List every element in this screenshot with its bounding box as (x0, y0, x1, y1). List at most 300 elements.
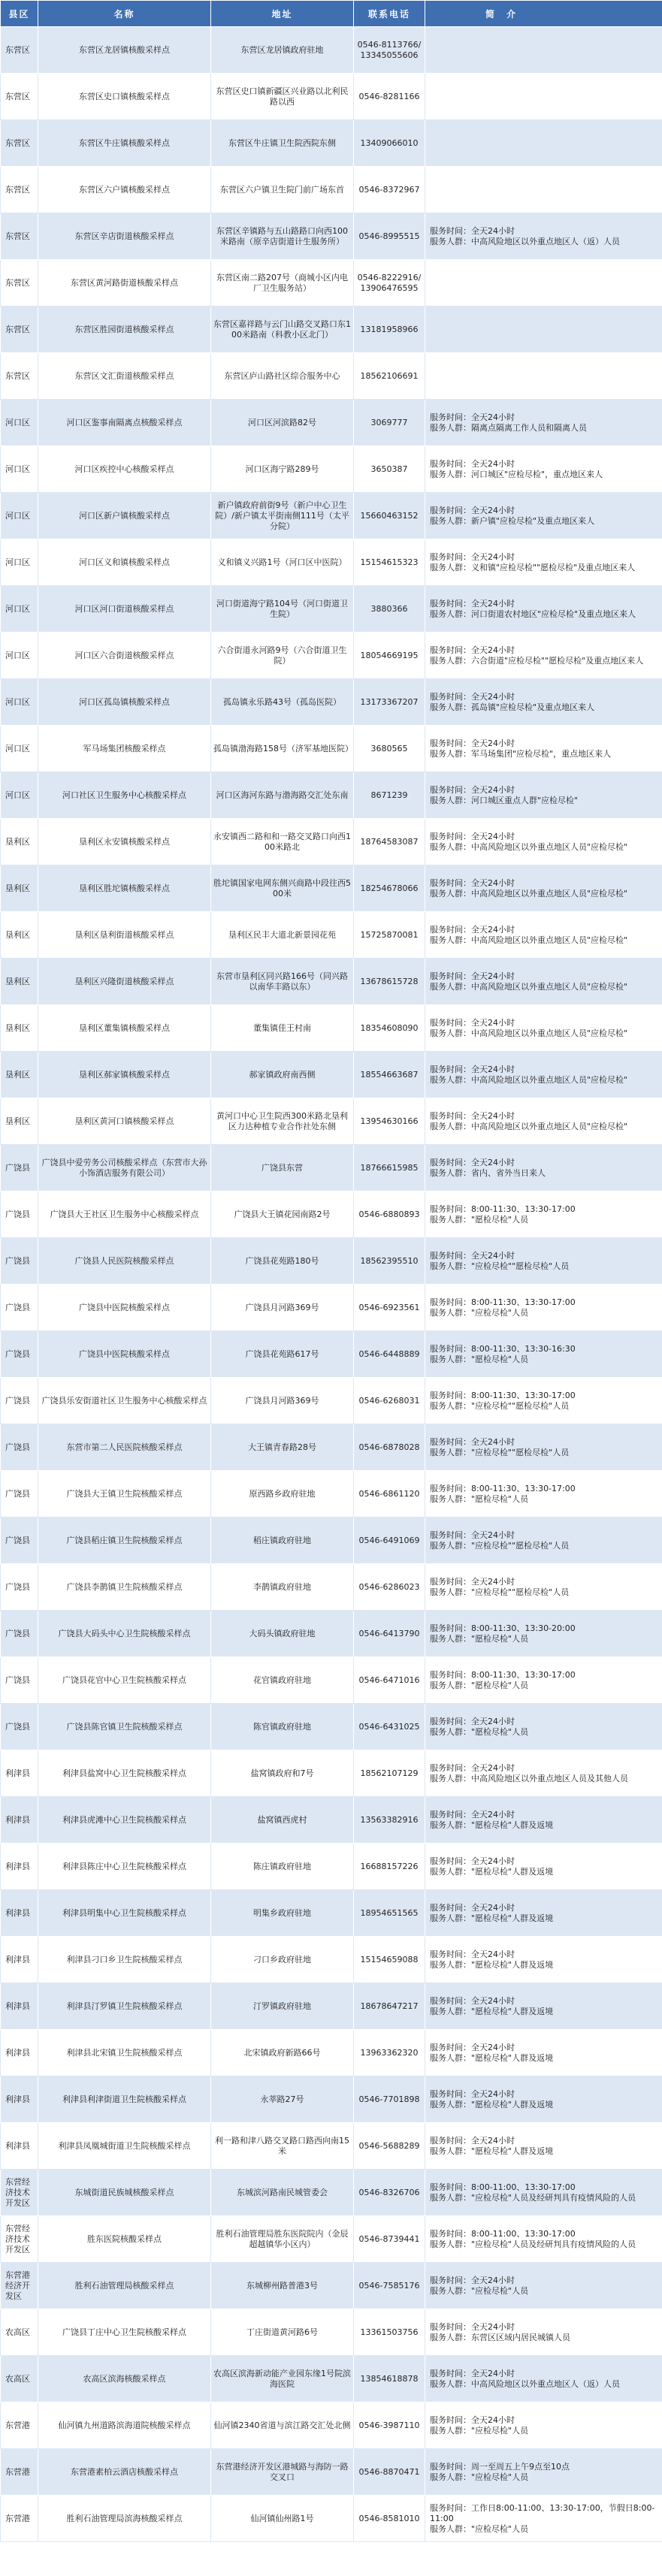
cell-district: 利津县 (1, 2030, 38, 2076)
cell-address: 丁庄街道黄河路6号 (211, 2309, 354, 2356)
cell-district: 河口区 (1, 679, 38, 726)
cell-district: 农高区 (1, 2309, 38, 2356)
cell-district: 河口区 (1, 586, 38, 633)
cell-intro: 服务时间：全天24小时 服务人群：军马场集团"应检尽检"，重点地区来人 (425, 726, 662, 772)
cell-phone: 18562107129 (354, 1750, 425, 1797)
cell-name: 东营区史口镇核酸采样点 (38, 74, 211, 120)
cell-intro: 服务时间：全天24小时 服务人群："愿检尽检"人群及返境 (425, 2123, 662, 2170)
cell-district: 利津县 (1, 1797, 38, 1844)
cell-district: 河口区 (1, 400, 38, 446)
cell-phone: 13678615728 (354, 959, 425, 1005)
cell-district: 垦利区 (1, 912, 38, 959)
cell-name: 垦利区郝家镇核酸采样点 (38, 1052, 211, 1098)
cell-intro (425, 260, 662, 307)
cell-address: 广饶县花苑路180号 (211, 1238, 354, 1285)
cell-name: 广饶县丁庄中心卫生院核酸采样点 (38, 2309, 211, 2356)
cell-intro: 服务时间：8:00-11:00、13:30-17:00 服务人群："应检尽检"人员及经研判具有疫情风险的人员 (425, 2170, 662, 2216)
table-row (1, 2496, 662, 2542)
cell-phone: 18562395510 (354, 1238, 425, 1285)
cell-address: 仙河镇2340省道与滨江路交汇处北侧 (211, 2402, 354, 2449)
table-row (1, 446, 662, 493)
cell-name: 利津县汀罗镇卫生院核酸采样点 (38, 1983, 211, 2030)
cell-intro: 服务时间：全天24小时 服务人群："愿检尽检"人群及返境 (425, 1890, 662, 1937)
cell-intro: 服务时间：全天24小时 服务人群：东营区区域内居民城镇人员 (425, 2309, 662, 2356)
cell-intro (425, 74, 662, 120)
cell-name: 东营区文汇街道核酸采样点 (38, 353, 211, 400)
cell-intro: 服务时间：全天24小时 服务人群：中高风险地区以外重点地区人员"应检尽检" (425, 1098, 662, 1145)
cell-address: 东营区龙居镇政府驻地 (211, 27, 354, 74)
cell-phone: 18254678066 (354, 865, 425, 912)
cell-address: 东营区南二路207号（商城小区内电厂卫生服务站） (211, 260, 354, 307)
cell-name: 广饶县人民医院核酸采样点 (38, 1238, 211, 1285)
cell-intro: 服务时间：工作日8:00-11:00、13:30-17:00，节假日8:00-11:00 服务人群："应检尽检"人员 (425, 2496, 662, 2542)
table-row (1, 912, 662, 959)
cell-address: 广饶县月河路369号 (211, 1378, 354, 1424)
cell-district: 广饶县 (1, 1238, 38, 1285)
cell-intro: 服务时间：全天24小时 服务人群：中高风险地区以外重点地区人员"应检尽检" (425, 819, 662, 865)
cell-phone: 15725870081 (354, 912, 425, 959)
table-row (1, 1983, 662, 2030)
cell-name: 广饶县大王社区卫生服务中心核酸采样点 (38, 1191, 211, 1238)
cell-phone: 0546-5688289 (354, 2123, 425, 2170)
cell-name: 广饶县稻庄镇卫生院核酸采样点 (38, 1518, 211, 1564)
cell-district: 广饶县 (1, 1657, 38, 1704)
cell-address: 稻庄镇政府驻地 (211, 1518, 354, 1564)
cell-intro: 服务时间：全天24小时 服务人群：中高风险地区以外重点地区人员"应检尽检" (425, 865, 662, 912)
cell-name: 胜利石油管理局滨海核酸采样点 (38, 2496, 211, 2542)
table-header-row (1, 1, 662, 27)
cell-address: 东营区六户镇卫生院门前广场东首 (211, 167, 354, 213)
cell-intro: 服务时间：全天24小时 服务人群：义和镇"应检尽检""愿检尽检"及重点地区来人 (425, 539, 662, 586)
cell-phone: 0546-8372967 (354, 167, 425, 213)
cell-district: 东营区 (1, 353, 38, 400)
cell-name: 利津县北宋镇卫生院核酸采样点 (38, 2030, 211, 2076)
cell-phone: 0546-8326706 (354, 2170, 425, 2216)
cell-district: 河口区 (1, 446, 38, 493)
cell-district: 垦利区 (1, 865, 38, 912)
cell-name: 河口区孤岛镇核酸采样点 (38, 679, 211, 726)
cell-name: 广饶县中医院核酸采样点 (38, 1331, 211, 1378)
cell-address: 孤岛镇永乐路43号（孤岛医院） (211, 679, 354, 726)
table-body (1, 27, 662, 2542)
cell-phone: 13954630166 (354, 1098, 425, 1145)
cell-address: 新户镇政府前街9号（新户中心卫生院）/新户镇太平街南侧111号（太平分院） (211, 493, 354, 539)
table-row (1, 1098, 662, 1145)
cell-name: 河口区鉴事南隔离点核酸采样点 (38, 400, 211, 446)
cell-district: 广饶县 (1, 1191, 38, 1238)
cell-address: 陈官镇政府驻地 (211, 1704, 354, 1750)
table-row (1, 2263, 662, 2309)
table-row (1, 1285, 662, 1331)
table-row (1, 1005, 662, 1052)
cell-name: 利津县凤凰城街道卫生院核酸采样点 (38, 2123, 211, 2170)
cell-district: 广饶县 (1, 1704, 38, 1750)
cell-intro: 服务时间：全天24小时 服务人群："愿检尽检"人群及返境 (425, 1937, 662, 1983)
cell-address: 广饶县花苑路617号 (211, 1331, 354, 1378)
cell-district: 垦利区 (1, 819, 38, 865)
cell-district: 利津县 (1, 1750, 38, 1797)
cell-address: 黄河口中心卫生院西300米路北垦利区力达种植专业合作社处东侧 (211, 1098, 354, 1145)
cell-intro: 服务时间：8:00-11:30、13:30-16:30 服务人群："愿检尽检"人员 (425, 1331, 662, 1378)
cell-name: 东营区黄河路街道核酸采样点 (38, 260, 211, 307)
cell-district: 东营区 (1, 260, 38, 307)
cell-phone: 0546-6431025 (354, 1704, 425, 1750)
header-phone: 联系电话 (354, 1, 425, 27)
cell-district: 东营区 (1, 167, 38, 213)
cell-district: 广饶县 (1, 1471, 38, 1518)
cell-district: 利津县 (1, 1983, 38, 2030)
cell-district: 东营港 (1, 2449, 38, 2496)
cell-intro: 服务时间：8:00-11:30、13:30-17:00 服务人群："愿检尽检"人员 (425, 1471, 662, 1518)
cell-intro: 服务时间：全天24小时 服务人群："应检尽检""愿检尽检"人员 (425, 1564, 662, 1611)
table-row (1, 726, 662, 772)
cell-phone: 13963362320 (354, 2030, 425, 2076)
cell-address: 河口区海宁路289号 (211, 446, 354, 493)
cell-name: 东营区辛店街道核酸采样点 (38, 213, 211, 260)
cell-phone: 13181958966 (354, 307, 425, 353)
header-address: 地址 (211, 1, 354, 27)
cell-address: 汀罗镇政府驻地 (211, 1983, 354, 2030)
table-row (1, 959, 662, 1005)
cell-name: 河口区疾控中心核酸采样点 (38, 446, 211, 493)
cell-intro (425, 120, 662, 167)
cell-name: 广饶县李鹊镇卫生院核酸采样点 (38, 1564, 211, 1611)
cell-district: 广饶县 (1, 1518, 38, 1564)
cell-phone: 18678647217 (354, 1983, 425, 2030)
cell-intro (425, 27, 662, 74)
cell-address: 河口区海河东路与渤海路交汇处东南 (211, 772, 354, 819)
cell-intro: 服务时间：全天24小时 服务人群："愿检尽检"人群及返境 (425, 1844, 662, 1890)
table-row (1, 2356, 662, 2402)
cell-intro (425, 307, 662, 353)
cell-district: 东营经济技术开发区 (1, 2216, 38, 2263)
cell-district: 广饶县 (1, 1424, 38, 1471)
cell-phone: 0546-8581010 (354, 2496, 425, 2542)
cell-address: 东营区庐山路社区综合服务中心 (211, 353, 354, 400)
cell-phone: 0546-8995515 (354, 213, 425, 260)
cell-name: 广饶县大王镇卫生院核酸采样点 (38, 1471, 211, 1518)
cell-phone: 3880366 (354, 586, 425, 633)
cell-phone: 0546-6861120 (354, 1471, 425, 1518)
table-row (1, 1937, 662, 1983)
cell-intro: 服务时间：全天24小时 服务人群：中高风险地区以外重点地区人员及其他人员 (425, 1750, 662, 1797)
cell-intro: 服务时间：周一至周五上午9点至10点 服务人群："应检尽检"人员 (425, 2449, 662, 2496)
cell-intro: 服务时间：全天24小时 服务人群：河口城区"应检尽检"，重点地区来人 (425, 446, 662, 493)
cell-intro: 服务时间：全天24小时 服务人群：中高风险地区以外重点地区人员"应检尽检" (425, 1052, 662, 1098)
table-row (1, 1331, 662, 1378)
cell-phone: 13563382916 (354, 1797, 425, 1844)
cell-district: 东营区 (1, 213, 38, 260)
cell-district: 利津县 (1, 2076, 38, 2123)
cell-district: 广饶县 (1, 1285, 38, 1331)
cell-name: 东城街道民族城核酸采样点 (38, 2170, 211, 2216)
cell-phone: 18954651565 (354, 1890, 425, 1937)
cell-district: 垦利区 (1, 959, 38, 1005)
table-row (1, 679, 662, 726)
cell-phone: 13854618878 (354, 2356, 425, 2402)
cell-intro: 服务时间：全天24小时 服务人群："愿检尽检"人群及返境 (425, 1797, 662, 1844)
cell-address: 董集镇佳王村南 (211, 1005, 354, 1052)
cell-phone: 0546-6471016 (354, 1657, 425, 1704)
cell-intro: 服务时间：全天24小时 服务人群："应检尽检""愿检尽检"人员 (425, 1238, 662, 1285)
cell-district: 广饶县 (1, 1331, 38, 1378)
cell-address: 六合街道永河路9号（六合街道卫生院） (211, 633, 354, 679)
table-row (1, 260, 662, 307)
table-row (1, 2402, 662, 2449)
cell-name: 东营区六户镇核酸采样点 (38, 167, 211, 213)
cell-phone: 15660463152 (354, 493, 425, 539)
cell-name: 农高区滨海核酸采样点 (38, 2356, 211, 2402)
cell-district: 河口区 (1, 726, 38, 772)
cell-intro: 服务时间：全天24小时 服务人群：中高风险地区以外重点地区人员"应检尽检" (425, 912, 662, 959)
cell-address: 利一路和津八路交叉路口路西向南15米 (211, 2123, 354, 2170)
cell-name: 利津县明集中心卫生院核酸采样点 (38, 1890, 211, 1937)
cell-district: 东营港 (1, 2496, 38, 2542)
cell-name: 胜利石油管理局核酸采样点 (38, 2263, 211, 2309)
table-row (1, 2216, 662, 2263)
cell-address: 河口区河滨路82号 (211, 400, 354, 446)
cell-name: 利津县盐窝中心卫生院核酸采样点 (38, 1750, 211, 1797)
cell-intro: 服务时间：全天24小时 服务人群：孤岛镇"应检尽检"及重点地区来人 (425, 679, 662, 726)
cell-address: 河口街道海宁路104号（河口街道卫生院） (211, 586, 354, 633)
table-row (1, 1471, 662, 1518)
cell-address: 垦利区民丰大道北新景园花苑 (211, 912, 354, 959)
cell-address: 李鹊镇政府驻地 (211, 1564, 354, 1611)
table-row (1, 1657, 662, 1704)
cell-name: 仙河镇九州道路滨海道院核酸采样点 (38, 2402, 211, 2449)
table-row (1, 74, 662, 120)
cell-district: 东营港经济开发区 (1, 2263, 38, 2309)
table-row (1, 1191, 662, 1238)
cell-intro: 服务时间：全天24小时 服务人群："愿检尽检"人群及返境 (425, 1983, 662, 2030)
cell-address: 东营区牛庄镇卫生院西院东侧 (211, 120, 354, 167)
header-intro: 简 介 (425, 1, 662, 27)
cell-name: 军马场集团核酸采样点 (38, 726, 211, 772)
cell-intro: 服务时间：8:00-11:30、13:30-17:00 服务人群："应检尽检""愿检尽检"人员 (425, 1378, 662, 1424)
cell-district: 河口区 (1, 633, 38, 679)
cell-district: 利津县 (1, 1890, 38, 1937)
cell-phone: 18054669195 (354, 633, 425, 679)
cell-phone: 0546-6448889 (354, 1331, 425, 1378)
cell-address: 农高区滨海新动能产业园东缘1号院滨海医院 (211, 2356, 354, 2402)
cell-district: 东营区 (1, 27, 38, 74)
cell-name: 广饶县中医院核酸采样点 (38, 1285, 211, 1331)
table-row (1, 120, 662, 167)
cell-intro: 服务时间：8:00-11:00、13:30-17:00 服务人群："应检尽检"人员及经研判具有疫情风险的人员 (425, 2216, 662, 2263)
cell-intro (425, 167, 662, 213)
table-row (1, 1238, 662, 1285)
cell-district: 河口区 (1, 772, 38, 819)
table-row (1, 213, 662, 260)
cell-phone: 18766615985 (354, 1145, 425, 1191)
cell-name: 河口区河口街道核酸采样点 (38, 586, 211, 633)
cell-intro: 服务时间：全天24小时 服务人群：河口城区重点人群"应检尽检" (425, 772, 662, 819)
cell-address: 义和镇义兴路1号（河口区中医院） (211, 539, 354, 586)
cell-address: 刁口乡政府驻地 (211, 1937, 354, 1983)
cell-name: 利津县利津街道卫生院核酸采样点 (38, 2076, 211, 2123)
cell-district: 河口区 (1, 539, 38, 586)
table-row (1, 27, 662, 74)
table-row (1, 1518, 662, 1564)
table-row (1, 1844, 662, 1890)
cell-district: 农高区 (1, 2356, 38, 2402)
cell-name: 河口区义和镇核酸采样点 (38, 539, 211, 586)
cell-address: 盐窝镇西虎村 (211, 1797, 354, 1844)
cell-phone: 0546-8113766/13345055606 (354, 27, 425, 74)
table-row (1, 493, 662, 539)
cell-address: 永安镇西二路和和一路交叉路口向西100米路北 (211, 819, 354, 865)
cell-phone: 15154659088 (354, 1937, 425, 1983)
table-row (1, 819, 662, 865)
cell-address: 郝家镇政府南西侧 (211, 1052, 354, 1098)
cell-intro: 服务时间：全天24小时 服务人群：六合街道"应检尽检""愿检尽检"及重点地区来人 (425, 633, 662, 679)
cell-name: 广饶县花官中心卫生院核酸采样点 (38, 1657, 211, 1704)
cell-name: 利津县刁口乡卫生院核酸采样点 (38, 1937, 211, 1983)
table-row (1, 1145, 662, 1191)
cell-phone: 8671239 (354, 772, 425, 819)
cell-intro: 服务时间：全天24小时 服务人群："应检尽检""愿检尽检"人员 (425, 1518, 662, 1564)
cell-district: 利津县 (1, 2123, 38, 2170)
cell-phone: 18554663687 (354, 1052, 425, 1098)
table-row (1, 2123, 662, 2170)
table-row (1, 1750, 662, 1797)
cell-phone: 18562106691 (354, 353, 425, 400)
cell-name: 东营港素柏云酒店核酸采样点 (38, 2449, 211, 2496)
table-row (1, 307, 662, 353)
cell-intro: 服务时间：全天24小时 服务人群：新户镇"应检尽检"及重点地区来人 (425, 493, 662, 539)
cell-intro: 服务时间：8:00-11:30、13:30-20:00 服务人群："愿检尽检"人员 (425, 1611, 662, 1657)
cell-phone: 0546-8281166 (354, 74, 425, 120)
cell-intro: 服务时间：全天24小时 服务人群："愿检尽检"人员 (425, 1704, 662, 1750)
cell-phone: 3650387 (354, 446, 425, 493)
cell-intro: 服务时间：全天24小时 服务人群："应检尽检"人员 (425, 2263, 662, 2309)
table-row (1, 400, 662, 446)
table-row (1, 1564, 662, 1611)
cell-district: 广饶县 (1, 1564, 38, 1611)
cell-phone: 0546-6286023 (354, 1564, 425, 1611)
cell-district: 东营经济技术开发区 (1, 2170, 38, 2216)
cell-name: 东营市第二人民医院核酸采样点 (38, 1424, 211, 1471)
cell-address: 花官镇政府驻地 (211, 1657, 354, 1704)
cell-intro: 服务时间：8:00-11:30、13:30-17:00 服务人群："愿检尽检"人员 (425, 1191, 662, 1238)
cell-intro: 服务时间：全天24小时 服务人群："愿检尽检"人群及返境 (425, 2030, 662, 2076)
cell-phone: 0546-6268031 (354, 1378, 425, 1424)
cell-name: 垦利区黄河口镇核酸采样点 (38, 1098, 211, 1145)
cell-phone: 0546-8739441 (354, 2216, 425, 2263)
cell-phone: 0546-6923561 (354, 1285, 425, 1331)
cell-address: 广饶县月河路369号 (211, 1285, 354, 1331)
cell-address: 仙河镇仙州路1号 (211, 2496, 354, 2542)
cell-phone: 0546-8222916/13906476595 (354, 260, 425, 307)
cell-address: 原西路乡政府驻地 (211, 1471, 354, 1518)
table-row (1, 539, 662, 586)
cell-name: 垦利区胜坨镇核酸采样点 (38, 865, 211, 912)
cell-district: 利津县 (1, 1937, 38, 1983)
cell-address: 东城滨河路南民城管委会 (211, 2170, 354, 2216)
cell-phone: 13173367207 (354, 679, 425, 726)
cell-intro: 服务时间：全天24小时 服务人群：中高风险地区以外重点地区人（返）人员 (425, 213, 662, 260)
cell-phone: 0546-7585176 (354, 2263, 425, 2309)
cell-phone: 3069777 (354, 400, 425, 446)
header-district: 县区 (1, 1, 38, 27)
cell-district: 河口区 (1, 493, 38, 539)
table-row (1, 2309, 662, 2356)
cell-address: 孤岛镇渤海路158号（济军基地医院） (211, 726, 354, 772)
cell-address: 东营区史口镇新疆区兴业路以北利民路以西 (211, 74, 354, 120)
cell-phone: 13409066010 (354, 120, 425, 167)
cell-address: 胜利石油管理局胜东医院院内（金辰超越镇华小区内） (211, 2216, 354, 2263)
cell-phone: 18354608090 (354, 1005, 425, 1052)
cell-district: 广饶县 (1, 1378, 38, 1424)
table-row (1, 2030, 662, 2076)
cell-name: 广饶县大码头中心卫生院核酸采样点 (38, 1611, 211, 1657)
table-row (1, 2170, 662, 2216)
cell-intro: 服务时间：全天24小时 服务人群："愿检尽检"人群及返境 (425, 2076, 662, 2123)
cell-district: 东营港 (1, 2402, 38, 2449)
table-row (1, 1890, 662, 1937)
header-name: 名称 (38, 1, 211, 27)
cell-name: 东营区胜园街道核酸采样点 (38, 307, 211, 353)
cell-address: 东营区辛镇路与五山路路口向西100米路南（原辛店街道计生服务所） (211, 213, 354, 260)
cell-phone: 3680565 (354, 726, 425, 772)
cell-address: 盐窝镇政府和7号 (211, 1750, 354, 1797)
cell-name: 垦利区永安镇核酸采样点 (38, 819, 211, 865)
cell-phone: 0546-3987110 (354, 2402, 425, 2449)
cell-name: 胜东医院核酸采样点 (38, 2216, 211, 2263)
cell-name: 河口区六合街道核酸采样点 (38, 633, 211, 679)
cell-address: 永莘路27号 (211, 2076, 354, 2123)
cell-district: 东营区 (1, 74, 38, 120)
cell-intro: 服务时间：全天24小时 服务人群："应检尽检"人员 (425, 2402, 662, 2449)
cell-address: 东营市垦利区同兴路166号（同兴路以南华丰路以东） (211, 959, 354, 1005)
cell-phone: 16688157226 (354, 1844, 425, 1890)
cell-intro: 服务时间：全天24小时 服务人群：隔离点隔离工作人员和隔离人员 (425, 400, 662, 446)
cell-intro: 服务时间：全天24小时 服务人群：中高风险地区以外重点地区人员"应检尽检" (425, 959, 662, 1005)
cell-intro: 服务时间：全天24小时 服务人群：中高风险地区以外重点地区人（返）人员 (425, 2356, 662, 2402)
cell-district: 垦利区 (1, 1098, 38, 1145)
table-row (1, 865, 662, 912)
cell-address: 广饶县大王镇花园南路2号 (211, 1191, 354, 1238)
cell-name: 垦利区董集镇核酸采样点 (38, 1005, 211, 1052)
cell-intro: 服务时间：8:00-11:30、13:30-17:00 服务人群："应检尽检"人员 (425, 1285, 662, 1331)
cell-address: 明集乡政府驻地 (211, 1890, 354, 1937)
cell-intro (425, 353, 662, 400)
cell-name: 广饶县中爱劳务公司核酸采样点（东营市大孙小饰酒店服务有限公司） (38, 1145, 211, 1191)
cell-name: 垦利区兴隆街道核酸采样点 (38, 959, 211, 1005)
cell-intro: 服务时间：全天24小时 服务人群："应检尽检""愿检尽检"人员 (425, 1424, 662, 1471)
table-row (1, 1424, 662, 1471)
cell-name: 广饶县乐安街道社区卫生服务中心核酸采样点 (38, 1378, 211, 1424)
cell-district: 东营区 (1, 120, 38, 167)
table-row (1, 1704, 662, 1750)
cell-address: 大王镇青春路28号 (211, 1424, 354, 1471)
table-row (1, 353, 662, 400)
cell-phone: 0546-7701898 (354, 2076, 425, 2123)
cell-phone: 0546-6880893 (354, 1191, 425, 1238)
cell-address: 广饶县东营 (211, 1145, 354, 1191)
cell-address: 东营港经济开发区港城路与海防一路交叉口 (211, 2449, 354, 2496)
table-row (1, 633, 662, 679)
cell-district: 利津县 (1, 1844, 38, 1890)
cell-phone: 13361503756 (354, 2309, 425, 2356)
cell-phone: 0546-8870471 (354, 2449, 425, 2496)
cell-phone: 0546-6413790 (354, 1611, 425, 1657)
cell-name: 东营区龙居镇核酸采样点 (38, 27, 211, 74)
cell-intro: 服务时间：全天24小时 服务人群：省内、省外当日来人 (425, 1145, 662, 1191)
table-row (1, 167, 662, 213)
cell-address: 东营区嘉祥路与云门山路交叉路口东100米路南（科教小区北门） (211, 307, 354, 353)
table-row (1, 586, 662, 633)
